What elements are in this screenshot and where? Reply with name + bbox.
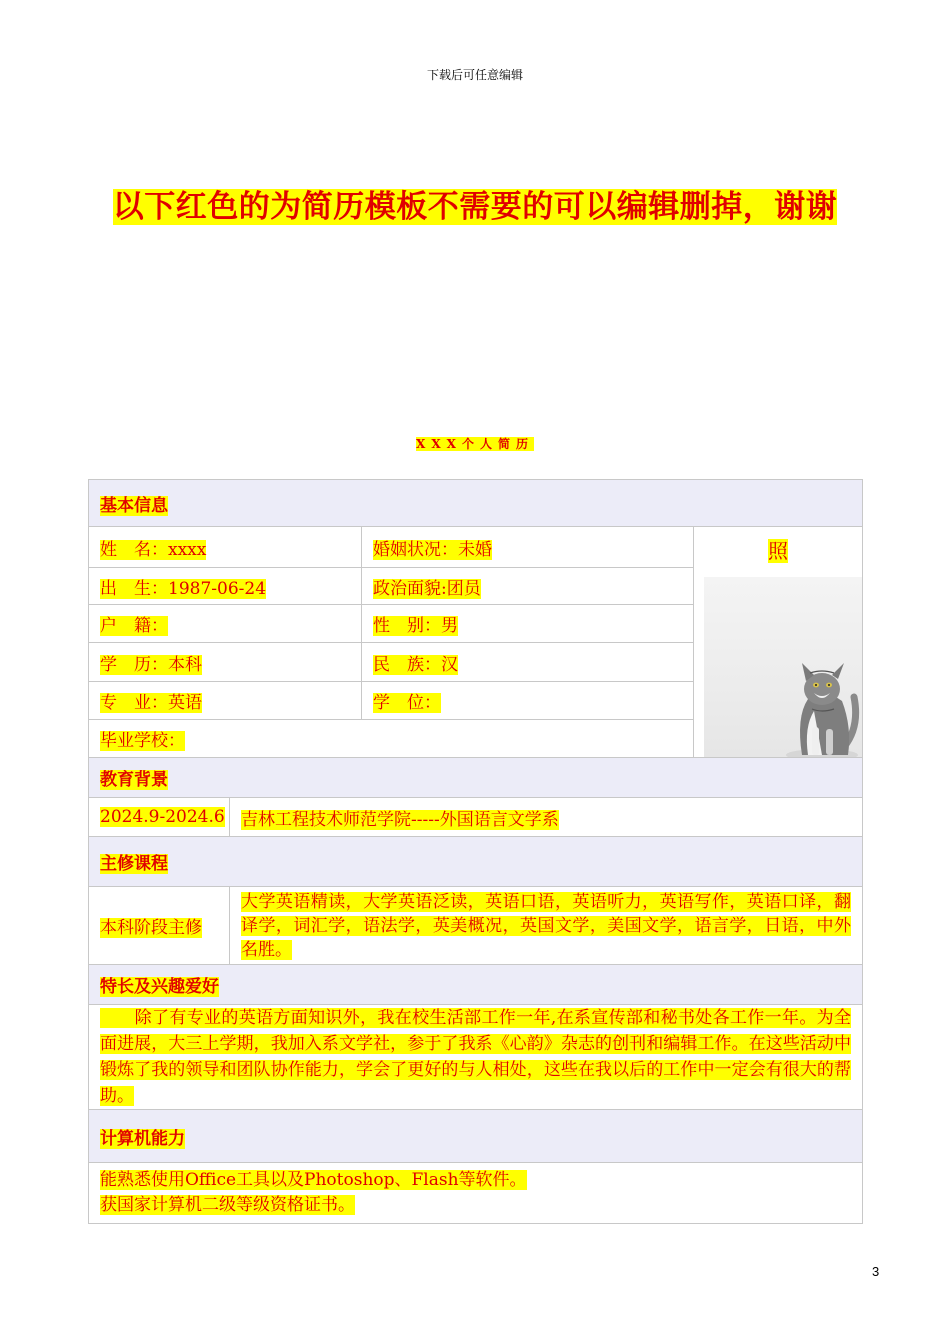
degree-level-cell [89,643,362,682]
degree-level-field: 学 历：本科 [100,654,202,675]
hobbies-content: 除了有专业的英语方面知识外，我在校生活部工作一年,在系宣传部和秘书处各工作一年。为全面进展，大三上学期，我加入系文学社，参于了我系《心韵》杂志的创刊和编辑工作。在这些活动中锻炼了我的领导和团队协作能力，学会了更好的与人相处，这些在我以后的工作中一定会有很大的帮助。 [100,1008,851,1106]
marital-cell [362,527,694,568]
name-field: 姓 名：xxxx [100,539,207,560]
section-education [89,758,863,798]
major-cell [89,682,362,720]
section-computer [89,1110,863,1163]
resume-title-text: XXX个人简历 [416,437,534,451]
section-courses-label: 主修课程 [100,854,168,874]
birth-field: 出 生：1987-06-24 [100,578,267,599]
computer-line-1-text: 能熟悉使用Office工具以及Photoshop、Flash等软件。 [100,1170,527,1190]
major-field: 专 业：英语 [100,693,202,713]
school-cell [89,720,694,758]
section-hobbies [89,965,863,1005]
template-notice-title [0,188,950,226]
ethnicity-cell [362,643,694,682]
section-basic-info-label: 基本信息 [100,495,168,516]
section-computer-label: 计算机能力 [100,1128,185,1149]
section-hobbies-label: 特长及兴趣爱好 [100,977,219,997]
photo-cell [694,527,863,758]
page-number: 3 [872,1264,880,1279]
computer-line-1 [100,1168,851,1193]
ethnicity-field: 民 族：汉 [373,654,458,675]
degree-field: 学 位： [373,693,441,713]
gender-field: 性 别：男 [373,616,458,636]
hukou-field: 户 籍： [100,616,168,636]
template-notice-text: 以下红色的为简历模板不需要的可以编辑删掉，谢谢 [112,189,838,225]
computer-line-2-text: 获国家计算机二级等级资格证书。 [100,1195,355,1215]
degree-cell [362,682,694,720]
education-period-cell [89,798,230,837]
photo-label [694,539,862,563]
education-institution-cell [230,798,863,837]
photo-label-text: 照 [768,539,788,563]
cat-photo-icon [704,577,862,757]
resume-table [88,479,863,1224]
header-note: 下载后可任意编辑 [426,68,523,82]
resume-title [0,435,950,452]
gender-cell [362,605,694,643]
name-cell [89,527,362,568]
courses-content: 大学英语精读，大学英语泛读，英语口语，英语听力，英语写作，英语口译，翻译学，词汇学，语法学，英美概况，英国文学，美国文学，语言学，日语，中外名胜。 [241,891,851,960]
education-period: 2024.9-2024.6 [100,807,225,827]
school-field: 毕业学校： [100,731,185,751]
courses-content-cell [230,887,863,965]
education-institution: 吉林工程技术师范学院-----外国语言文学系 [241,809,559,830]
courses-label: 本科阶段主修 [100,918,202,938]
political-cell [362,568,694,605]
courses-label-cell [89,887,230,965]
marital-field: 婚姻状况：未婚 [373,539,492,560]
birth-cell [89,568,362,605]
computer-line-2 [100,1193,851,1218]
section-education-label: 教育背景 [100,770,168,790]
section-basic-info [89,480,863,527]
computer-content-cell [89,1163,863,1224]
section-courses [89,837,863,887]
hobbies-content-cell [89,1005,863,1110]
political-field: 政治面貌:团员 [373,578,481,599]
cat-photo [704,577,862,757]
hukou-cell [89,605,362,643]
